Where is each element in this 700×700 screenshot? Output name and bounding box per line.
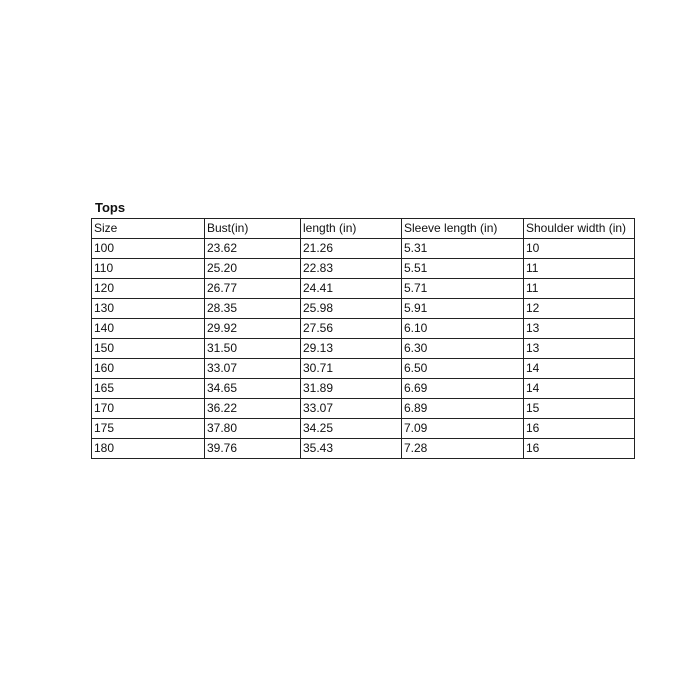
header-cell-size: Size (92, 219, 205, 239)
cell-bust: 36.22 (205, 399, 301, 419)
cell-sleeve-length: 5.51 (402, 259, 524, 279)
cell-length: 30.71 (301, 359, 402, 379)
cell-length: 24.41 (301, 279, 402, 299)
cell-shoulder-width: 16 (524, 419, 635, 439)
cell-size: 150 (92, 339, 205, 359)
cell-size: 165 (92, 379, 205, 399)
table-title: Tops (95, 200, 126, 215)
cell-length: 35.43 (301, 439, 402, 459)
header-cell-shoulder-width: Shoulder width (in) (524, 219, 635, 239)
table-row (92, 339, 635, 359)
table-body (92, 219, 635, 459)
cell-size: 160 (92, 359, 205, 379)
cell-bust: 39.76 (205, 439, 301, 459)
cell-shoulder-width: 14 (524, 379, 635, 399)
cell-size: 170 (92, 399, 205, 419)
table-row (92, 259, 635, 279)
cell-shoulder-width: 14 (524, 359, 635, 379)
cell-sleeve-length: 6.30 (402, 339, 524, 359)
cell-sleeve-length: 6.50 (402, 359, 524, 379)
cell-length: 29.13 (301, 339, 402, 359)
cell-length: 25.98 (301, 299, 402, 319)
cell-sleeve-length: 6.69 (402, 379, 524, 399)
cell-sleeve-length: 5.31 (402, 239, 524, 259)
cell-shoulder-width: 10 (524, 239, 635, 259)
cell-bust: 33.07 (205, 359, 301, 379)
cell-size: 140 (92, 319, 205, 339)
cell-shoulder-width: 12 (524, 299, 635, 319)
cell-sleeve-length: 6.89 (402, 399, 524, 419)
table-row (92, 379, 635, 399)
header-cell-length: length (in) (301, 219, 402, 239)
cell-bust: 26.77 (205, 279, 301, 299)
cell-shoulder-width: 15 (524, 399, 635, 419)
cell-size: 110 (92, 259, 205, 279)
cell-shoulder-width: 16 (524, 439, 635, 459)
table-row (92, 439, 635, 459)
cell-length: 27.56 (301, 319, 402, 339)
cell-size: 175 (92, 419, 205, 439)
size-chart-table (91, 218, 635, 459)
table-row (92, 419, 635, 439)
cell-size: 180 (92, 439, 205, 459)
table-row (92, 299, 635, 319)
cell-sleeve-length: 5.71 (402, 279, 524, 299)
cell-size: 130 (92, 299, 205, 319)
cell-bust: 29.92 (205, 319, 301, 339)
header-cell-bust: Bust(in) (205, 219, 301, 239)
cell-length: 34.25 (301, 419, 402, 439)
cell-length: 31.89 (301, 379, 402, 399)
cell-length: 33.07 (301, 399, 402, 419)
cell-bust: 23.62 (205, 239, 301, 259)
cell-sleeve-length: 7.28 (402, 439, 524, 459)
cell-shoulder-width: 13 (524, 319, 635, 339)
cell-sleeve-length: 6.10 (402, 319, 524, 339)
cell-shoulder-width: 11 (524, 279, 635, 299)
cell-bust: 25.20 (205, 259, 301, 279)
table-row (92, 279, 635, 299)
header-row (92, 219, 635, 239)
table-row (92, 319, 635, 339)
cell-length: 22.83 (301, 259, 402, 279)
cell-bust: 28.35 (205, 299, 301, 319)
cell-size: 120 (92, 279, 205, 299)
table-row (92, 239, 635, 259)
header-cell-sleeve-length: Sleeve length (in) (402, 219, 524, 239)
cell-sleeve-length: 7.09 (402, 419, 524, 439)
cell-bust: 37.80 (205, 419, 301, 439)
cell-bust: 34.65 (205, 379, 301, 399)
cell-shoulder-width: 11 (524, 259, 635, 279)
table-row (92, 399, 635, 419)
cell-length: 21.26 (301, 239, 402, 259)
cell-bust: 31.50 (205, 339, 301, 359)
table-row (92, 359, 635, 379)
cell-sleeve-length: 5.91 (402, 299, 524, 319)
cell-size: 100 (92, 239, 205, 259)
cell-shoulder-width: 13 (524, 339, 635, 359)
